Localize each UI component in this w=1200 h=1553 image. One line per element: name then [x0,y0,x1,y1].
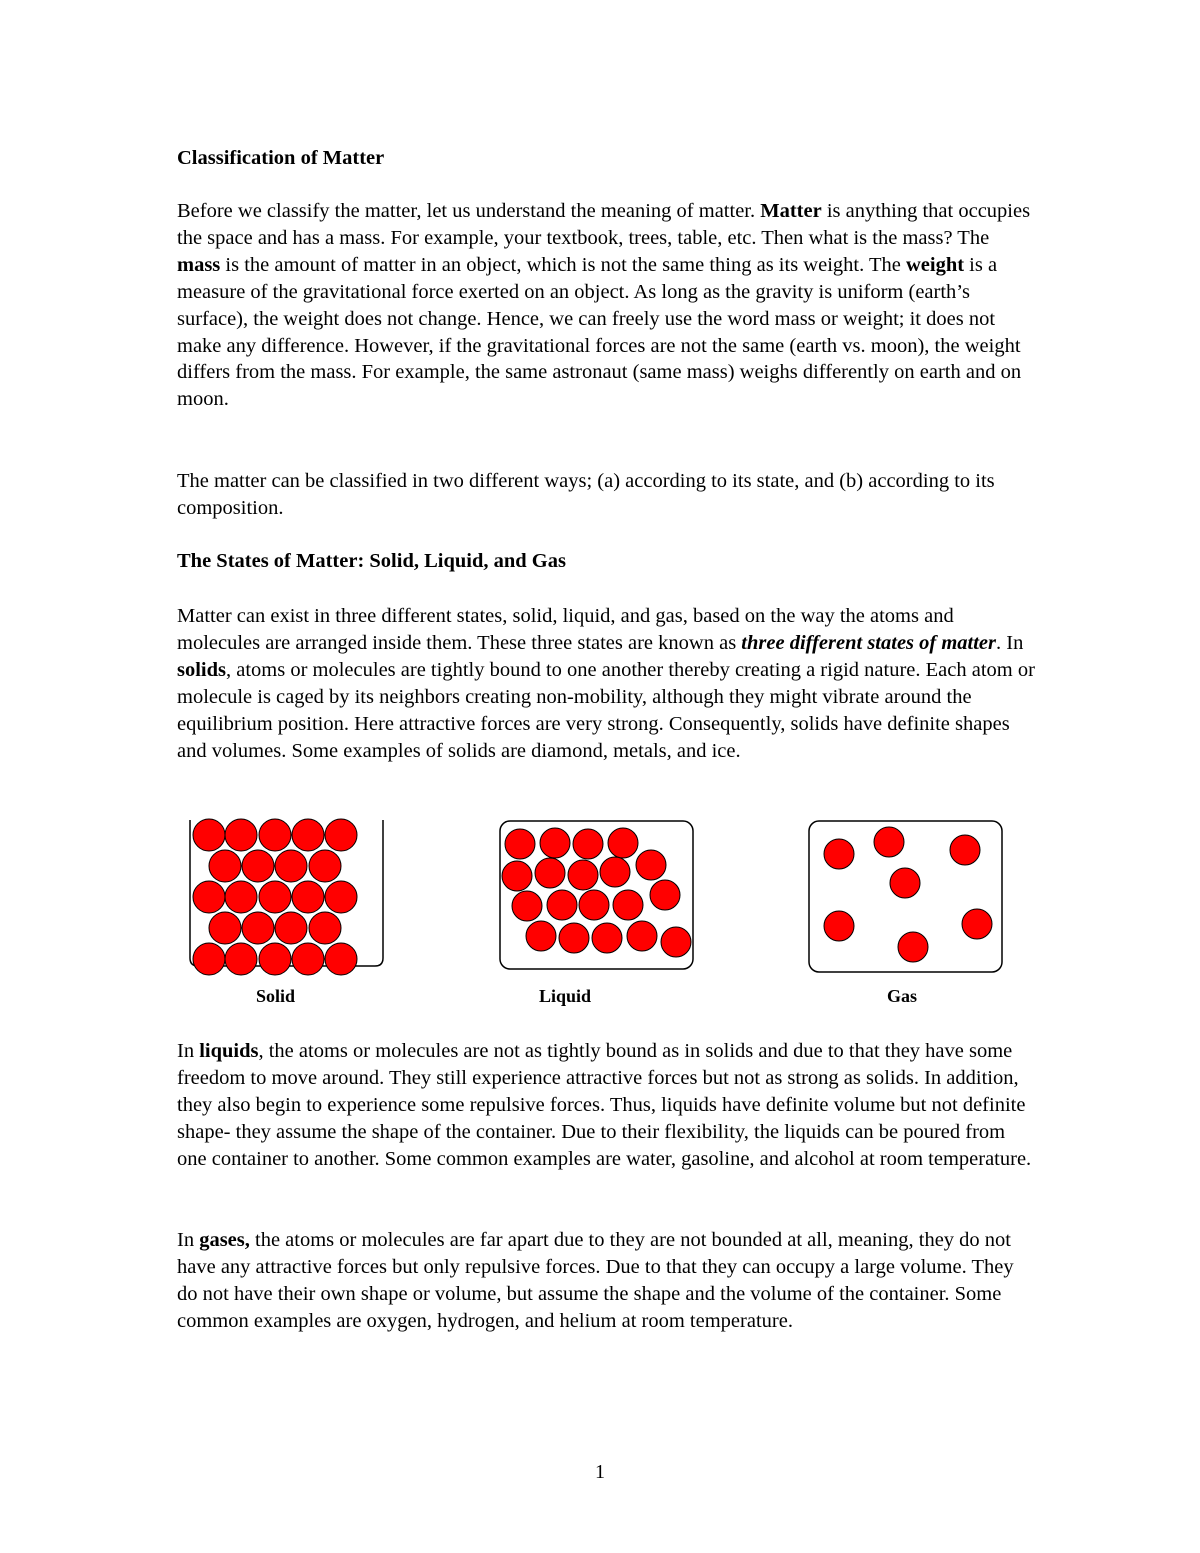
paragraph-solids [177,603,1037,764]
gas-particles [824,827,992,962]
solid-particle [292,819,324,851]
solid-particle [325,943,357,975]
solid-particle [325,819,357,851]
solid-particle [193,881,225,913]
liquid-particle [535,858,565,888]
gas-particle [824,911,854,941]
solid-particle [275,912,307,944]
liquid-particle [559,923,589,953]
liquid-particle [627,921,657,951]
bold-term-solids: solids [177,658,226,681]
text-run: is anything that occupies the space and has a mass. For example, your textbook, trees, table, etc. Then what is the mass? The [177,200,1031,249]
text-run: is the amount of matter in an object, which is not the same thing as its weight. The [220,253,906,276]
solid-particle [292,943,324,975]
solid-particle [209,850,241,882]
solid-particles [193,819,357,975]
gas-particle [824,839,854,869]
section-heading-states: The States of Matter: Solid, Liquid, and Gas [177,550,566,572]
text-run: , atoms or molecules are tightly bound to one another thereby creating a rigid nature. Each atom or molecule is caged by its neighbors creating non-mobility, although they might vibrate around the equilibrium position. Here attractive forces are very strong. Consequently, solids have definite shapes and volumes. Some examples of solids are diamond, metals, and ice. [177,658,1035,762]
solid-particle [259,819,291,851]
paragraph-liquids [177,1038,1037,1173]
liquid-particle [502,861,532,891]
liquid-particle [650,880,680,910]
liquid-particles [502,828,691,957]
caption-gas: Gas [887,986,918,1006]
caption-solid: Solid [256,986,296,1006]
text-run: Before we classify the matter, let us understand the meaning of matter. [177,200,761,222]
solid-particle [259,943,291,975]
paragraph-classification-ways: The matter can be classified in two different ways; (a) according to its state, and (b) according to its composition. [177,470,995,519]
paragraph-gases [177,1227,1037,1335]
solid-particle [225,943,257,975]
liquid-particle [661,927,691,957]
gas-particle [898,932,928,962]
gas-particle [890,868,920,898]
liquid-particle [505,829,535,859]
liquid-particle [526,921,556,951]
bold-term-gases: gases, [199,1229,250,1251]
solid-particle [225,881,257,913]
liquid-particle [512,891,542,921]
solid-particle [242,850,274,882]
solid-particle [259,881,291,913]
liquid-particle [592,923,622,953]
liquid-particle [608,828,638,858]
liquid-particle [600,857,630,887]
gas-particle [962,909,992,939]
solid-particle [275,850,307,882]
text-run: . In [996,631,1024,654]
solid-particle [292,881,324,913]
solid-particle [309,912,341,944]
bold-term-weight: weight [905,253,965,276]
page-title: Classification of Matter [177,147,385,169]
solid-particle [193,943,225,975]
liquid-particle [568,860,598,890]
liquid-particle [547,890,577,920]
gas-particle [874,827,904,857]
solid-particle [193,819,225,851]
states-of-matter-figure [177,793,1023,1033]
text-run: is a measure of the gravitational force exerted on an object. As long as the gravity is uniform (earth’s surface), the weight does not change. Hence, we can freely use the word mass or weight; it does not make any difference. However, if the gravitational forces are not the same (earth vs. moon), the weight differs from the mass. For example, the same astronaut (same mass) weighs differently on earth and on moon. [177,253,1022,411]
liquid-particle [573,829,603,859]
text-run: In [177,1229,200,1251]
paragraph-matter-definition [177,198,1037,413]
caption-liquid: Liquid [539,986,592,1006]
solid-particle [209,912,241,944]
bold-italic-term: three different states of matter [741,631,997,654]
liquid-particle [613,890,643,920]
solid-particle [242,912,274,944]
solid-particle [325,881,357,913]
bold-term-mass: mass [177,253,221,276]
liquid-particle [579,890,609,920]
liquid-particle [540,828,570,858]
solid-particle [309,850,341,882]
text-run: Matter can exist in three different states, solid, liquid, and gas, based on the way the atoms and molecules are arranged inside them. These three states are known as [177,605,954,654]
liquid-particle [636,850,666,880]
bold-term-matter: Matter [760,200,822,222]
gas-particle [950,835,980,865]
text-run: , the atoms or molecules are not as tightly bound as in solids and due to that they have some freedom to move around. They still experience attractive forces but not as strong as solids. In addition, they also begin to experience some repulsive forces. Thus, liquids have definite volume but not definite shape- they assume the shape of the container. Due to their flexibility, the liquids can be poured from one container to another. Some common examples are water, gasoline, and alcohol at room temperature. [177,1040,1032,1170]
page-number: 1 [595,1461,605,1483]
text-run: the atoms or molecules are far apart due to they are not bounded at all, meaning, they do not have any attractive forces but only repulsive forces. Due to that they can occupy a large volume. They do not have their own shape or volume, but assume the shape and the volume of the container. Some common examples are oxygen, hydrogen, and helium at room temperature. [177,1229,1014,1332]
bold-term-liquids: liquids [199,1040,259,1062]
solid-particle [225,819,257,851]
text-run: In [177,1040,200,1062]
